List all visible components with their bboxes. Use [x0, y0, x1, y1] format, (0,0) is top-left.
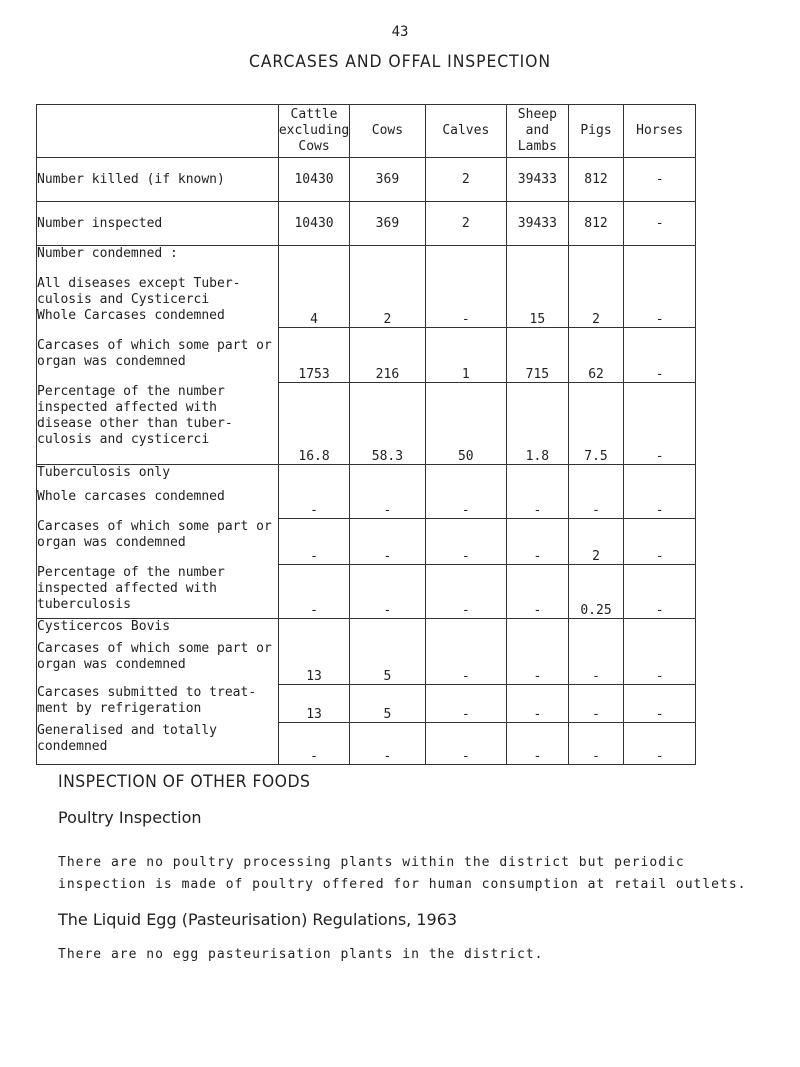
table-cell: - [278, 723, 349, 765]
table-cell: 0.25 [568, 565, 624, 619]
table-cell: - [425, 519, 506, 565]
table-cell: - [624, 246, 696, 328]
group-heading: Cysticercos Bovis [37, 619, 171, 634]
row-label: Number inspected [37, 202, 279, 246]
table-cell: - [624, 328, 696, 383]
table-cell: - [350, 519, 425, 565]
table-row [37, 158, 696, 202]
table-cell: - [624, 685, 696, 723]
table-cell: - [350, 565, 425, 619]
column-header-pigs: Pigs [568, 105, 624, 158]
table-cell: - [624, 383, 696, 465]
table-cell: 369 [350, 202, 425, 246]
table-row [37, 202, 696, 246]
poultry-heading: Poultry Inspection [58, 808, 202, 827]
header-blank [37, 105, 279, 158]
table-cell: - [507, 685, 569, 723]
group-subheading: All diseases except Tuber-culosis and Cysticerci [37, 276, 241, 307]
column-header-cattle [278, 105, 349, 158]
table-cell: 50 [425, 383, 506, 465]
column-header-cows: Cows [350, 105, 425, 158]
group-heading: Tuberculosis only [37, 465, 171, 480]
column-header-calves: Calves [425, 105, 506, 158]
group-label-tuberculosis [37, 465, 279, 619]
table-cell: 1.8 [507, 383, 569, 465]
table-cell: - [350, 723, 425, 765]
section-title: INSPECTION OF OTHER FOODS [58, 772, 311, 792]
table-cell: 812 [568, 158, 624, 202]
table-cell: 2 [568, 519, 624, 565]
table-cell: 369 [350, 158, 425, 202]
table-cell: - [507, 619, 569, 685]
table-cell: - [425, 685, 506, 723]
table-cell: 1753 [278, 328, 349, 383]
table-row [37, 465, 696, 519]
header-line: excluding [278, 123, 350, 138]
group-label-all-diseases [37, 246, 279, 465]
table-cell: - [425, 619, 506, 685]
table-cell: 4 [278, 246, 349, 328]
table-cell: - [624, 723, 696, 765]
row-label: Percentage of the number inspected affected with tuberculosis [37, 565, 225, 612]
table-cell: 2 [350, 246, 425, 328]
table-cell: - [425, 565, 506, 619]
table-cell: - [568, 465, 624, 519]
table-cell: - [507, 465, 569, 519]
row-label: Carcases of which some part or organ was condemned [37, 519, 272, 550]
table-cell: 58.3 [350, 383, 425, 465]
table-cell: 5 [350, 685, 425, 723]
table-cell: 13 [278, 685, 349, 723]
table-cell: 10430 [278, 202, 349, 246]
table-cell: 39433 [507, 202, 569, 246]
table-cell: - [425, 723, 506, 765]
table-cell: - [425, 246, 506, 328]
table-cell: - [624, 465, 696, 519]
table-cell: 16.8 [278, 383, 349, 465]
table-cell: - [624, 619, 696, 685]
table-cell: - [624, 202, 696, 246]
table-cell: 5 [350, 619, 425, 685]
table-cell: 15 [507, 246, 569, 328]
group-heading: Number condemned : [37, 246, 178, 261]
table-cell: 216 [350, 328, 425, 383]
table-cell: 2 [425, 158, 506, 202]
table-row [37, 246, 696, 328]
table-cell: 7.5 [568, 383, 624, 465]
table-cell: 2 [568, 246, 624, 328]
egg-paragraph: There are no egg pasteurisation plants in the district. [58, 947, 544, 962]
table-cell: 13 [278, 619, 349, 685]
header-line: and [525, 123, 550, 138]
table-cell: - [507, 519, 569, 565]
row-label: Percentage of the number inspected affected with disease other than tuber-culosis and cysticerci [37, 384, 233, 447]
table-cell: - [350, 465, 425, 519]
table-cell: 10430 [278, 158, 349, 202]
table-cell: 1 [425, 328, 506, 383]
header-line: Lambs [517, 139, 557, 154]
table-cell: 715 [507, 328, 569, 383]
header-line: Cattle [290, 107, 338, 122]
page-title: CARCASES AND OFFAL INSPECTION [248, 52, 552, 72]
row-label: Carcases of which some part or organ was condemned [37, 338, 272, 369]
header-line: Sheep [517, 107, 557, 122]
table-cell: - [425, 465, 506, 519]
table-cell: 812 [568, 202, 624, 246]
row-label: Number killed (if known) [37, 158, 279, 202]
table-header-row [37, 105, 696, 158]
row-label: Whole carcases condemned [37, 489, 225, 504]
row-label: Carcases of which some part or organ was condemned [37, 641, 272, 672]
row-label: Generalised and totally condemned [37, 723, 218, 754]
table-cell: - [278, 565, 349, 619]
column-header-horses: Horses [624, 105, 696, 158]
table-cell: - [278, 519, 349, 565]
table-cell: - [568, 723, 624, 765]
row-label: Carcases submitted to treat-ment by refrigeration [37, 685, 257, 716]
table-cell: - [624, 158, 696, 202]
group-label-cysticercos [37, 619, 279, 765]
table-cell: 39433 [507, 158, 569, 202]
table-cell: - [568, 685, 624, 723]
header-line: Cows [298, 139, 330, 154]
table-cell: - [278, 465, 349, 519]
carcases-inspection-table [36, 104, 696, 765]
table-cell: - [507, 565, 569, 619]
table-cell: - [507, 723, 569, 765]
table-cell: - [624, 519, 696, 565]
table-cell: - [624, 565, 696, 619]
egg-regulations-heading: The Liquid Egg (Pasteurisation) Regulations, 1963 [58, 910, 458, 929]
column-header-sheep [507, 105, 569, 158]
page-number: 43 [391, 24, 409, 40]
table-cell: - [568, 619, 624, 685]
table-row [37, 619, 696, 685]
poultry-paragraph: There are no poultry processing plants within the district but periodic inspection is made of poultry offered for human consumption at retail outlets. [58, 855, 747, 892]
table-cell: 62 [568, 328, 624, 383]
row-label: Whole Carcases condemned [37, 308, 225, 323]
table-cell: 2 [425, 202, 506, 246]
